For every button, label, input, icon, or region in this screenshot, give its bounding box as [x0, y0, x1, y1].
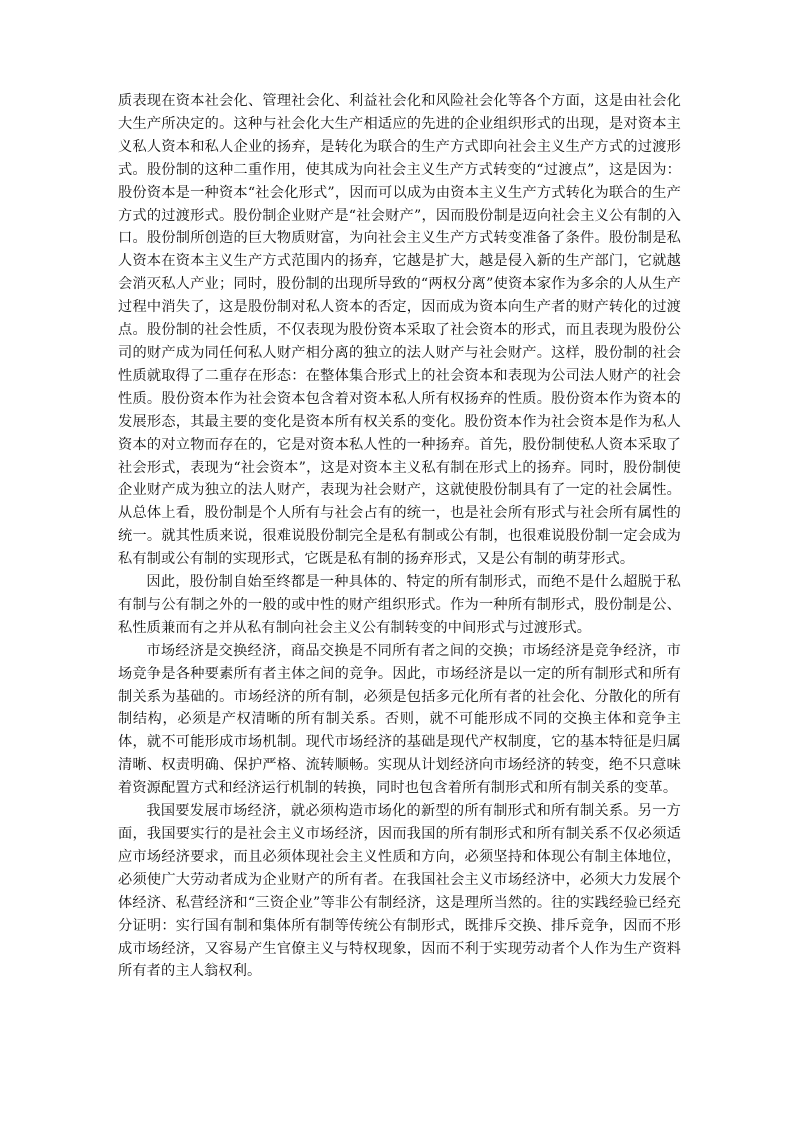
- paragraph-market-economy: 市场经济是交换经济，商品交换是不同所有者之间的交换；市场经济是竞争经济，市场竞争是各种要素所有者主体之间的竞争。因此，市场经济是以一定的所有制形式和所有制关系为基础的。市场经济的所有制，必须是包括多元化所有者的社会化、分散化的所有制结构，必须是产权清晰的所有制关系。否则，就不可能形成不同的交换主体和竞争主体，就不可能形成市场机制。现代市场经济的基础是现代产权制度，它的基本特征是归属清晰、权责明确、保护严格、流转顺畅。实现从计划经济向市场经济的转变，绝不只意味着资源配置方式和经济运行机制的转换，同时也包含着所有制形式和所有制关系的变革。: [118, 642, 681, 797]
- document-page: [118, 90, 681, 983]
- paragraph-china-market-economy: 我国要发展市场经济，就必须构造市场化的新型的所有制形式和所有制关系。另一方面，我国要实行的是社会主义市场经济，因而我国的所有制形式和所有制关系不仅必须适应市场经济要求，而且必须体现社会主义性质和方向，必须坚持和体现公有制主体地位，必须使广大劳动者成为企业财产的所有者。在我国社会主义市场经济中，必须大力发展个体经济、私营经济和“三资企业”等非公有制经济，这是理所当然的。往的实践经验已经充分证明：实行国有制和集体所有制等传统公有制形式，既排斥交换、排斥竞争，因而不形成市场经济，又容易产生官僚主义与特权现象，因而不利于实现劳动者个人作为生产资料所有者的主人翁权利。: [118, 803, 681, 980]
- paragraph-shareholding-nature: 因此，股份制自始至终都是一种具体的、特定的所有制形式，而绝不是什么超脱于私有制与公有制之外的一般的或中性的财产组织形式。作为一种所有制形式，股份制是公、私性质兼而有之并从私有制向社会主义公有制转变的中间形式与过渡形式。: [118, 574, 681, 636]
- paragraph-continued: 质表现在资本社会化、管理社会化、利益社会化和风险社会化等各个方面，这是由社会化大生产所决定的。这种与社会化大生产相适应的先进的企业组织形式的出现，是对资本主义私人资本和私人企业的扬弃，是转化为联合的生产方式即向社会主义生产方式的过渡形式。股份制的这种二重作用，使其成为向社会主义生产方式转变的“过渡点”，这是因为：股份资本是一种资本“社会化形式”，因而可以成为由资本主义生产方式转化为联合的生产方式的过渡形式。股份制企业财产是“社会财产”，因而股份制是迈向社会主义公有制的入口。股份制所创造的巨大物质财富，为向社会主义生产方式转变准备了条件。股份制是私人资本在资本主义生产方式范围内的扬弃，它越是扩大，越是侵入新的生产部门，它就越会消灭私人产业；同时，股份制的出现所导致的“两权分离”使资本家作为多余的人从生产过程中消失了，这是股份制对私人资本的否定，因而成为资本向生产者的财产转化的过渡点。股份制的社会性质，不仅表现为股份资本采取了社会资本的形式，而且表现为股份公司的财产成为同任何私人财产相分离的独立的法人财产与社会财产。这样，股份制的社会性质就取得了二重存在形态：在整体集合形式上的社会资本和表现为公司法人财产的社会性质。股份资本作为社会资本包含着对资本私人所有权扬弃的性质。股份资本作为资本的发展形态，其最主要的变化是资本所有权关系的变化。股份资本作为社会资本是作为私人资本的对立物而存在的，它是对资本私人性的一种扬弃。首先，股份制使私人资本采取了社会形式，表现为“社会资本”，这是对资本主义私有制在形式上的扬弃。同时，股份制使企业财产成为独立的法人财产，表现为社会财产，这就使股份制具有了一定的社会属性。从总体上看，股份制是个人所有与社会占有的统一，也是社会所有形式与社会所有属性的统一。就其性质来说，很难说股份制完全是私有制或公有制，也很难说股份制一定会成为私有制或公有制的实现形式，它既是私有制的扬弃形式，又是公有制的萌芽形式。: [118, 93, 681, 568]
